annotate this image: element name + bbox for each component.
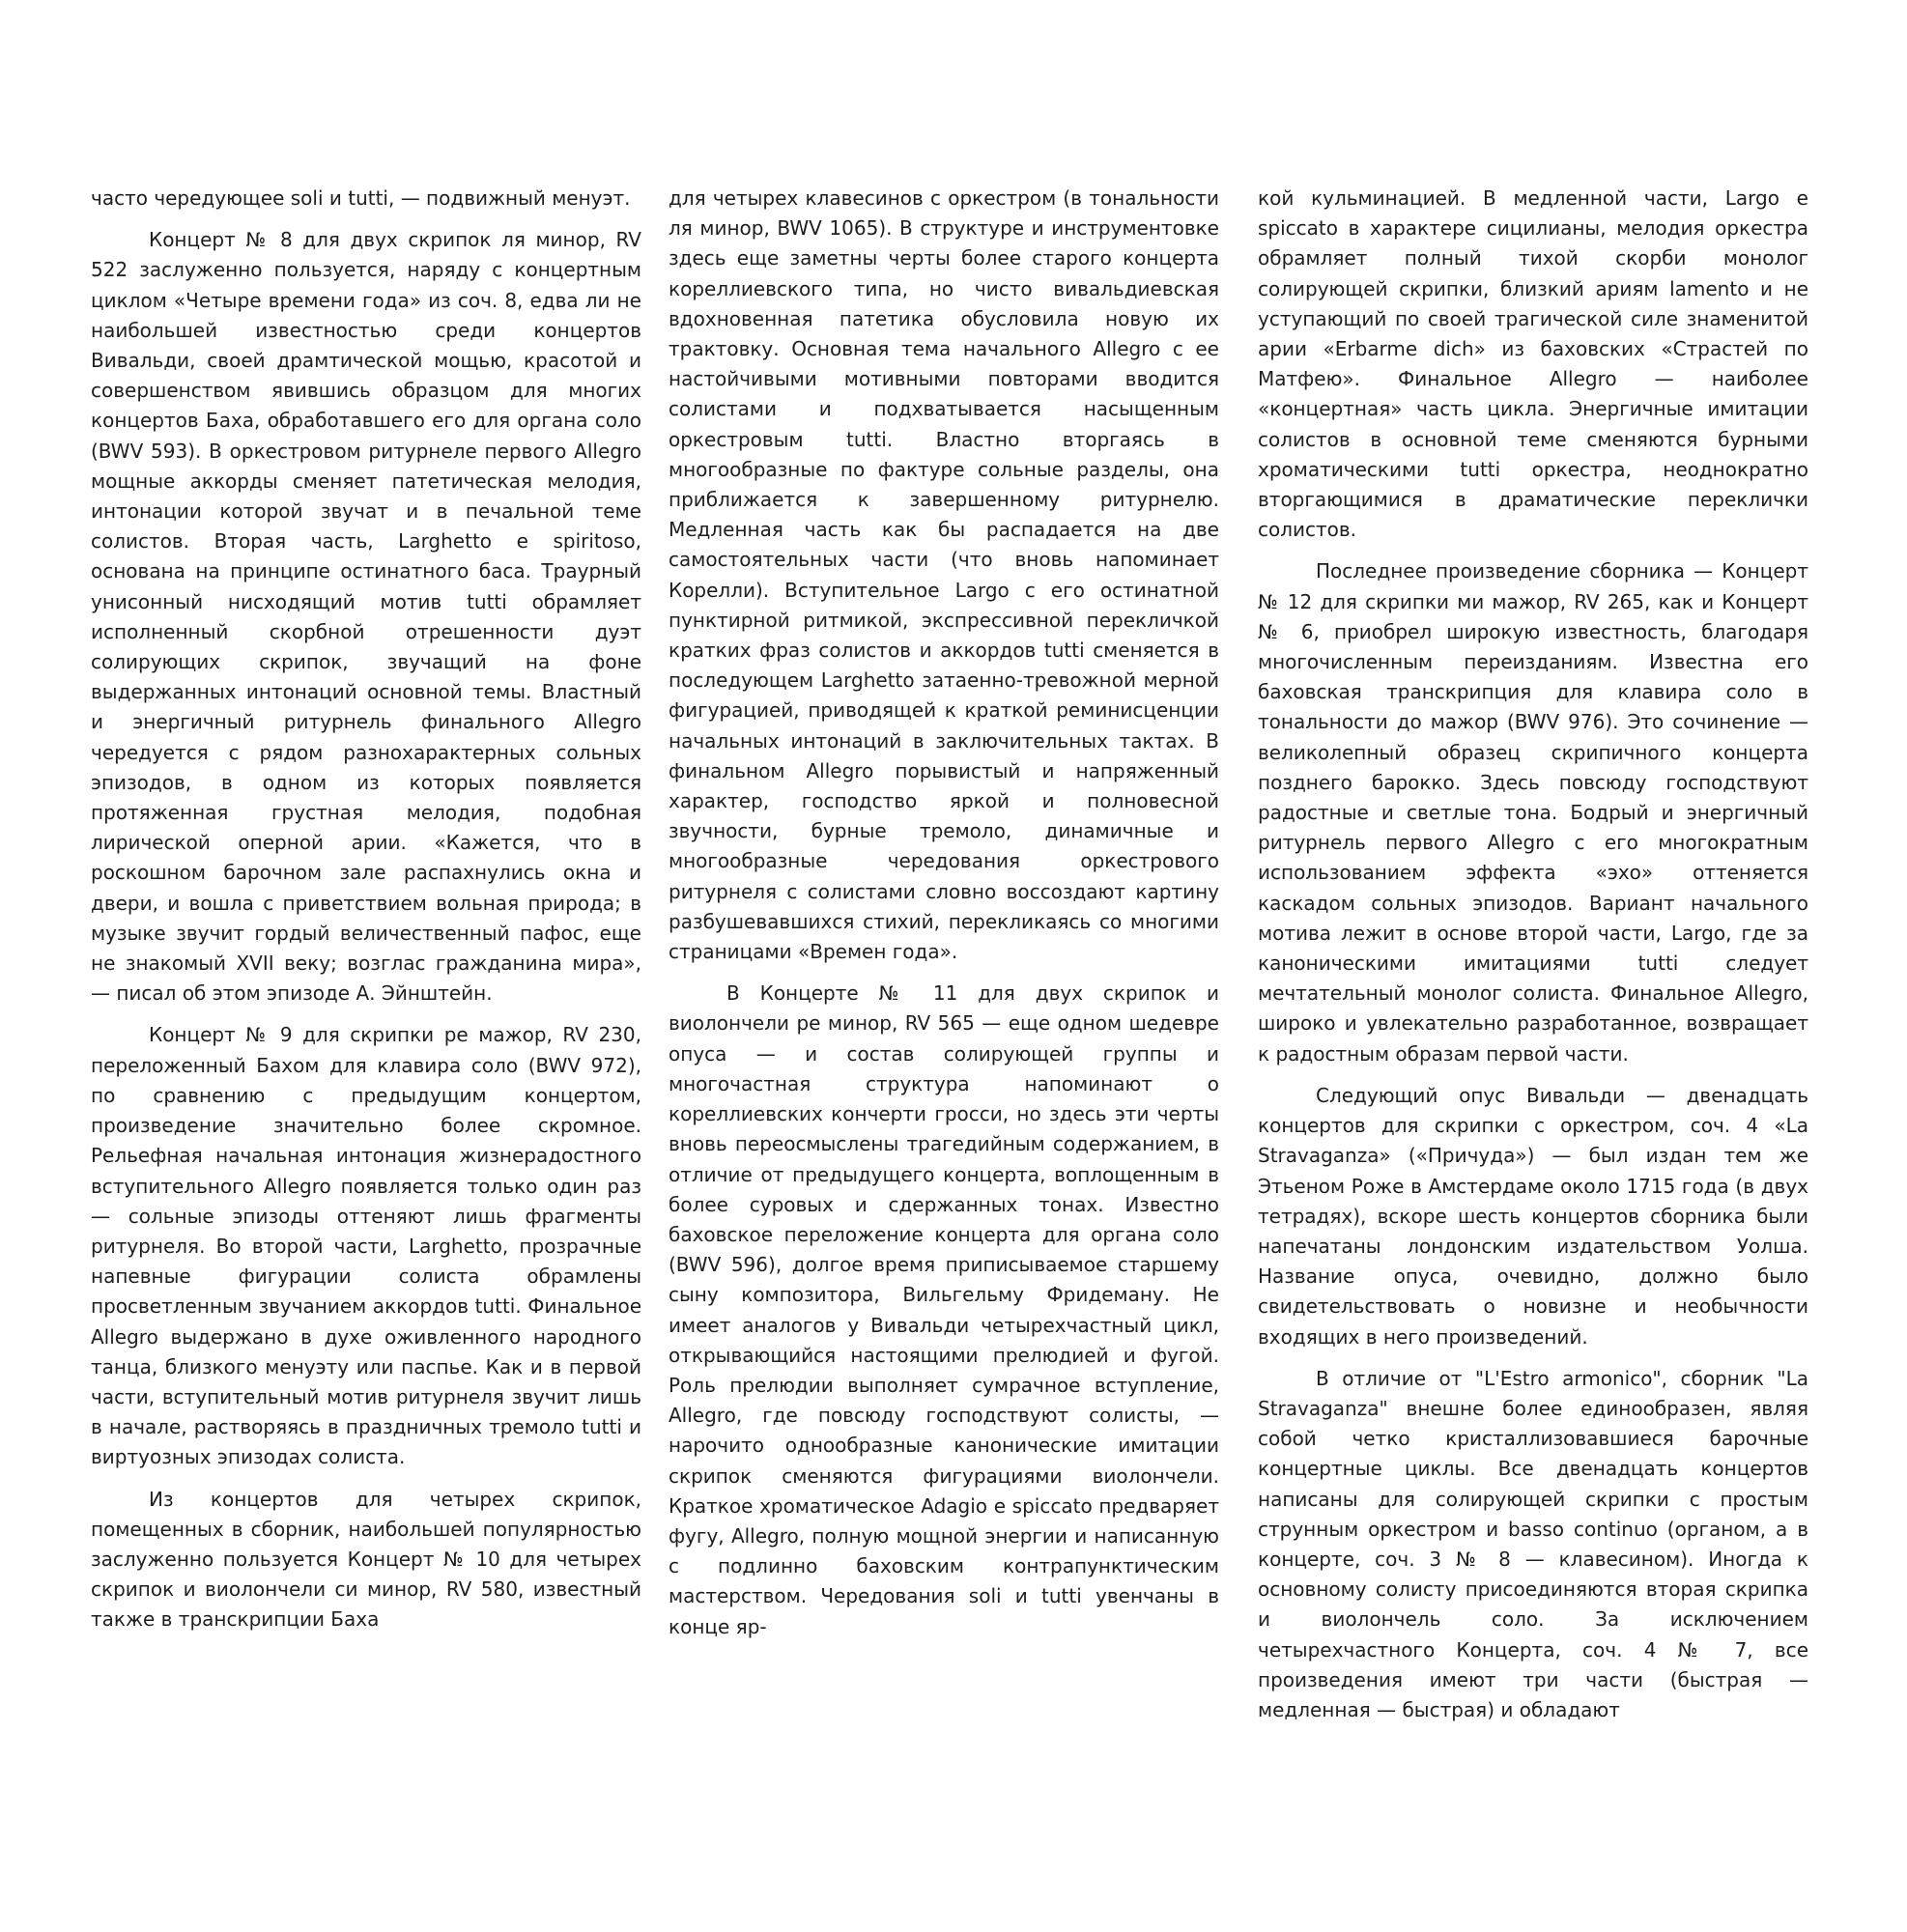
- paragraph: Последнее произведение сборника — Концерт № 12 для скрипки ми мажор, RV 265, как и Концерт № 6, приобрел широкую известность, благодаря многочисленным переизданиям. Известна его баховская транскрипция для клавира соло в тональности до мажор (BWV 976). Это сочинение — великолепный образец скрипичного концерта позднего барокко. Здесь повсюду господствуют радостные и светлые тона. Бодрый и энергичный ритурнель первого Allegro с его многократным использованием эффекта «эхо» оттеняется каскадом сольных эпизодов. Вариант начального мотива лежит в основе второй части, Largo, где за каноническими имитациями tutti следует мечтательный монолог солиста. Финальное Allegro, широко и увлекательно разработанное, возвращает к радостным образам первой части.: [1258, 559, 1808, 1065]
- paragraph: Из концертов для четырех скрипок, помещенных в сборник, наибольшей популярностью заслуженно пользуется Концерт № 10 для четырех скрипок и виолончели си минор, RV 580, известный также в транскрипции Баха: [91, 1487, 641, 1632]
- paragraph: часто чередующее soli и tutti, — подвижный менуэт.: [91, 186, 631, 210]
- paragraph: В Концерте № 11 для двух скрипок и виолончели ре минор, RV 565 — еще одном шедевре опуса — и состав солирующей группы и многочастная структура напоминают о кореллиевских кончерти гросси, но здесь эти черты вновь переосмыслены трагедийным содержанием, в отличие от предыдущего концерта, воплощенным в более суровых и сдержанных тонах. Известно баховское переложение концерта для органа соло (BWV 596), долгое время приписываемое старшему сыну композитора, Вильгельму Фридеману. Не имеет аналогов у Вивальди четырехчастный цикл, открывающийся настоящими прелюдией и фугой. Роль прелюдии выполняет сумрачное вступление, Allegro, где повсюду господствуют солисты, — нарочито однообразные канонические имитации скрипок сменяются фигурациями виолончели. Краткое хроматическое Adagio e spiccato предваряет фугу, Allegro, полную мощной энергии и написанную с подлинно баховским контрапунктическим мастерством. Чередования soli и tutti увенчаны в конце яр-: [669, 981, 1219, 1638]
- paragraph: Следующий опус Вивальди — двенадцать концертов для скрипки с оркестром, соч. 4 «La Stravaganza» («Причуда») — был издан тем же Этьеном Роже в Амстердаме около 1715 года (в двух тетрадях), вскоре шесть концертов сборника были напечатаны лондонским издательством Уолша. Название опуса, очевидно, должно было свидетельствовать о новизне и необычности входящих в него произведений.: [1258, 1083, 1808, 1349]
- paragraph: Концерт № 9 для скрипки ре мажор, RV 230, переложенный Бахом для клавира соло (BWV 972), по сравнению с предыдущим концертом, произведение значительно более скромное. Рельефная начальная интонация жизнерадостного вступительного Allegro появляется только один раз — сольные эпизоды оттеняют лишь фрагменты ритурнеля. Во второй части, Larghetto, прозрачные напевные фигурации солиста обрамлены просветленным звучанием аккордов tutti. Финальное Allegro выдержано в духе оживленного народного танца, близкого менуэту или паспье. Как и в первой части, вступительный мотив ритурнеля звучит лишь в начале, растворяясь в праздничных тремоло tutti и виртуозных эпизодах солиста.: [91, 1023, 641, 1469]
- text-column-left: [91, 184, 641, 1635]
- paragraph: Концерт № 8 для двух скрипок ля минор, RV 522 заслуженно пользуется, наряду с концертным циклом «Четыре времени года» из соч. 8, едва ли не наибольшей известностью среди концертов Вивальди, своей драмтической мощью, красотой и совершенством явившись образцом для многих концертов Баха, обработавшего его для органа соло (BWV 593). В оркестровом ритурнеле первого Allegro мощные аккорды сменяет патетическая мелодия, интонации которой звучат и в печальной теме солистов. Вторая часть, Larghetto e spiritoso, основана на принципе остинатного баса. Траурный унисонный нисходящий мотив tutti обрамляет исполненный скорбной отрешенности дуэт солирующих скрипок, звучащий на фоне выдержанных интонаций основной темы. Властный и энергичный ритурнель финального Allegro чередуется с рядом разнохарактерных сольных эпизодов, в одном из которых появляется протяженная грустная мелодия, подобная лирической оперной арии. «Кажется, что в роскошном барочном зале распахнулись окна и двери, и вошла с приветствием вольная природа; в музыке звучит гордый величественный пафос, еще не знакомый XVII веку; возглас гражданина мира», — писал об этом эпизоде А. Эйнштейн.: [91, 228, 641, 1006]
- paragraph: для четырех клавесинов с оркестром (в тональности ля минор, BWV 1065). В структуре и инструментовке здесь еще заметны черты более старого концерта кореллиевского типа, но чисто вивальдиевская вдохновенная патетика обусловила новую их трактовку. Основная тема начального Allegro с ее настойчивыми мотивными повторами вводится солистами и подхватывается насыщенным оркестровым tutti. Властно вторгаясь в многообразные по фактуре сольные разделы, она приближается к завершенному ритурнелю. Медленная часть как бы распадается на две самостоятельных части (что вновь напоминает Корелли). Вступительное Largo с его остинатной пунктирной ритмикой, экспрессивной перекличкой кратких фраз солистов и аккордов tutti сменяется в последующем Larghetto затаенно-тревожной мерной фигурацией, приводящей к краткой реминисценции начальных интонаций в заключительных тактах. В финальном Allegro порывистый и напряженный характер, господство яркой и полновесной звучности, бурные тремоло, динамичные и многообразные чередования оркестрового ритурнеля с солистами словно воссоздают картину разбушевавшихся стихий, перекликаясь со многими страницами «Времен года».: [669, 186, 1219, 964]
- text-column-right: [1258, 184, 1808, 1725]
- text-column-middle: [669, 184, 1219, 1642]
- paragraph: В отличие от "L'Estro armonico", сборник "La Stravaganza" внешне более единообразен, являя собой четко кристаллизовавшиеся барочные концертные циклы. Все двенадцать концертов написаны для солирующей скрипки с простым струнным оркестром и basso continuo (органом, а в концерте, соч. 3 № 8 — клавесином). Иногда к основному солисту присоединяются вторая скрипка и виолончель соло. За исключением четырехчастного Концерта, соч. 4 № 7, все произведения имеют три части (быстрая — медленная — быстрая) и обладают: [1258, 1366, 1808, 1721]
- paragraph: кой кульминацией. В медленной части, Largo e spiccato в характере сицилианы, мелодия оркестра обрамляет полный тихой скорби монолог солирующей скрипки, близкий ариям lamento и не уступающий по своей трагической силе знаменитой арии «Erbarme dich» из баховских «Страстей по Матфею». Финальное Allegro — наиболее «концертная» часть цикла. Энергичные имитации солистов в основной теме сменяются бурными хроматическими tutti оркестра, неоднократно вторгающимися в драматические переклички солистов.: [1258, 186, 1808, 542]
